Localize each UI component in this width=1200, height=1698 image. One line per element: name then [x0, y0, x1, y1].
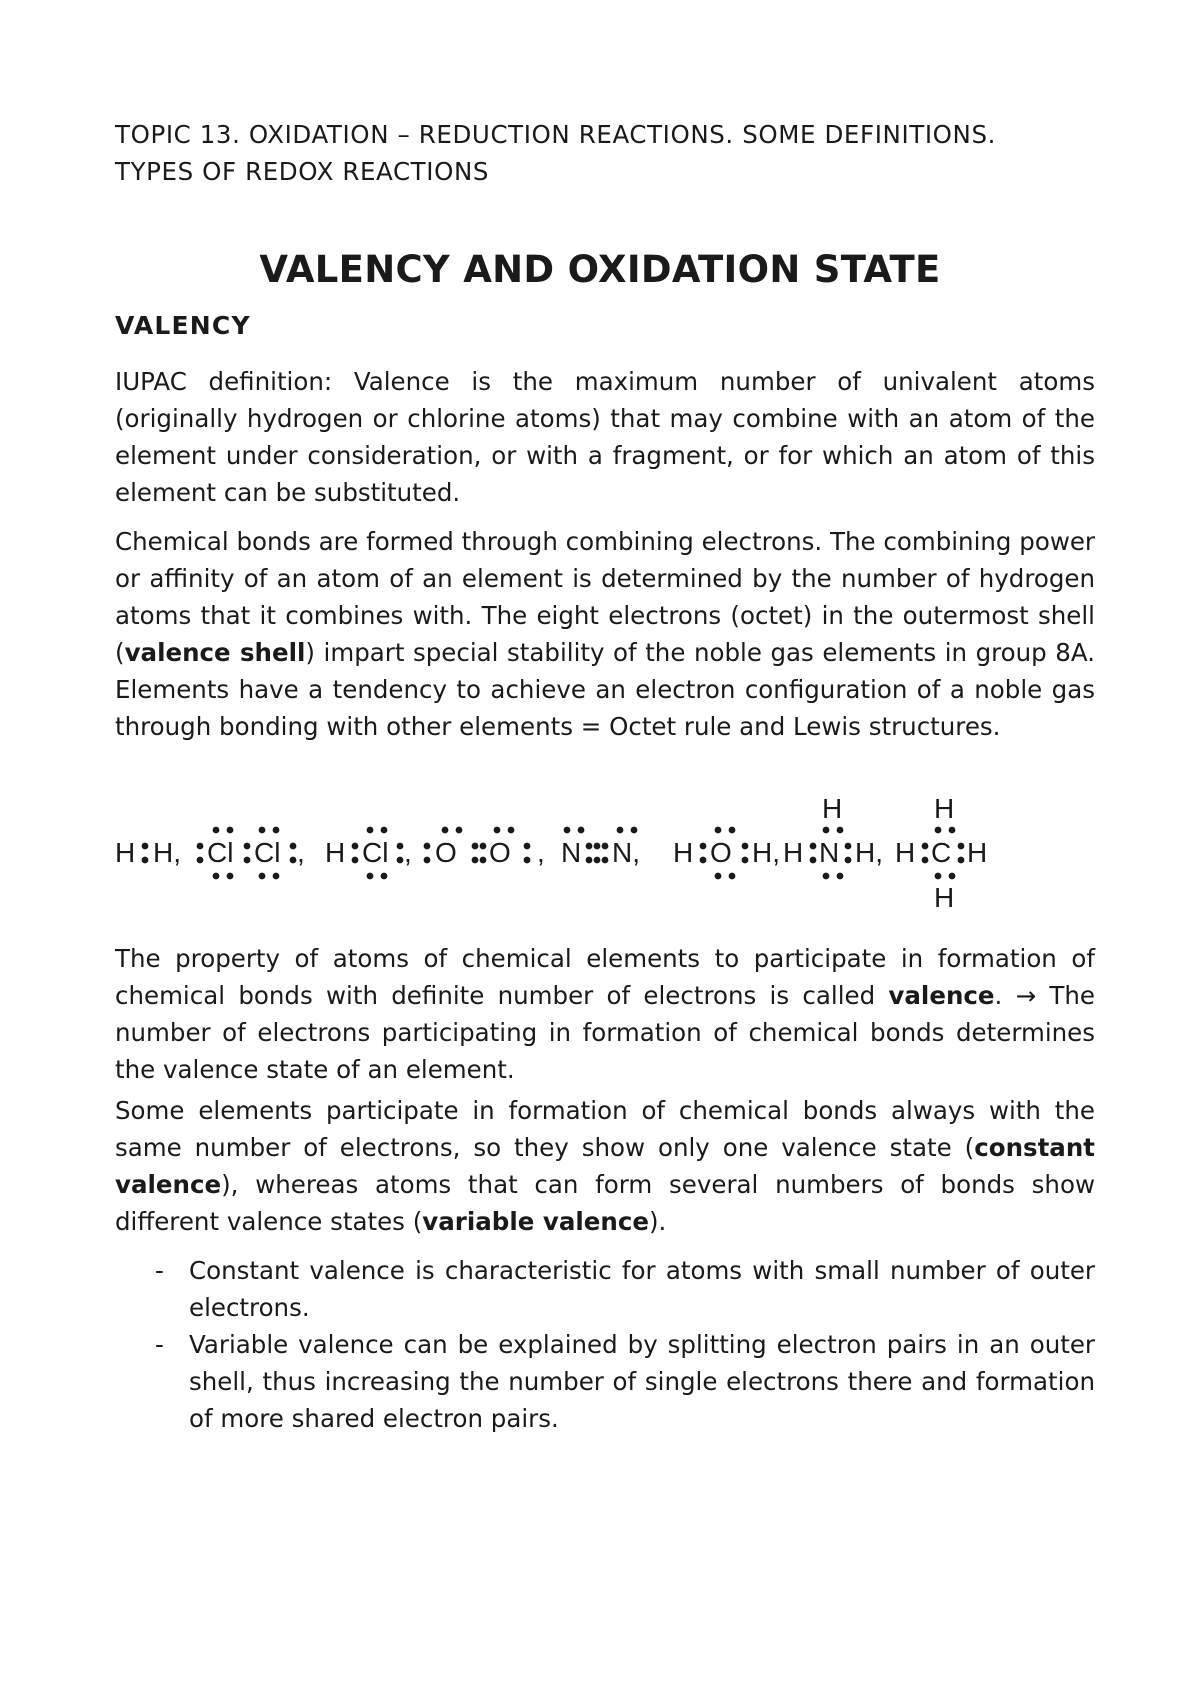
lewis-structures-figure: [115, 790, 1095, 915]
text-span: . → The number of electrons participating in formation of chemical bonds determines the valence state of an element.: [115, 981, 1095, 1084]
lewis-punct: ,: [537, 837, 545, 868]
lewis-atom: N: [561, 837, 582, 868]
topic-heading: [115, 116, 1095, 190]
paragraph-chemical-bonds: [115, 523, 1095, 745]
lewis-o2: [424, 827, 545, 868]
lewis-punct: ,: [297, 837, 305, 868]
lewis-atom: H: [325, 837, 346, 868]
list-item: [115, 1252, 1095, 1326]
lewis-atom: H: [895, 837, 916, 868]
lewis-atom: H: [822, 793, 843, 824]
lewis-atom: H,: [855, 837, 883, 868]
lewis-h2o: [673, 827, 780, 880]
lewis-punct: ,: [404, 837, 412, 868]
paragraph-valence-definition: [115, 940, 1095, 1088]
list-item-text: Variable valence can be explained by splitting electron pairs in an outer shell, thus increasing the number of single electrons there and formation of more shared electron pairs.: [189, 1330, 1095, 1433]
lewis-atom: H,: [153, 837, 181, 868]
lewis-atom: Cl: [362, 837, 389, 868]
section-title-valency: VALENCY: [115, 311, 251, 340]
topic-line-2: TYPES OF REDOX REACTIONS: [115, 157, 490, 186]
text-span: The property of atoms of chemical elements to participate in formation of chemical bonds with definite number of electrons is called: [115, 944, 1095, 1010]
lewis-atom: O: [710, 837, 732, 868]
bold-term-variable-valence: variable valence: [422, 1207, 649, 1236]
lewis-hcl: [325, 827, 412, 880]
lewis-atom: H: [934, 882, 955, 913]
lewis-nh3: [783, 793, 883, 879]
lewis-h2: [115, 837, 181, 868]
lewis-atom: Cl: [207, 837, 234, 868]
main-title: VALENCY AND OXIDATION STATE: [259, 248, 941, 291]
text-span: Some elements participate in formation of chemical bonds always with the same number of electrons, so they show only one valence state (: [115, 1096, 1095, 1162]
bold-term-constant-valence: constant valence: [115, 1133, 1095, 1199]
lewis-atom: C: [931, 837, 952, 868]
paragraph-iupac-definition: IUPAC definition: Valence is the maximum number of univalent atoms (originally hydrogen or chlorine atoms) that may combine with an atom of the element under consideration, or with a fragment, or for which an atom of this element can be substituted.: [115, 367, 1095, 507]
lewis-cl2: [197, 827, 305, 880]
lewis-atom: Cl: [254, 837, 281, 868]
bold-term-valence: valence: [888, 981, 995, 1010]
list-item-text: Constant valence is characteristic for atoms with small number of outer electrons.: [189, 1256, 1095, 1322]
lewis-atom: H: [967, 837, 988, 868]
lewis-atom: H: [934, 793, 955, 824]
text-span: Chemical bonds are formed through combining electrons. The combining power or affinity of an atom of an element is determined by the number of hydrogen atoms that it combines with. The eight electrons (octet) in the outermost shell (: [115, 527, 1095, 667]
lewis-structures-row: [115, 790, 1095, 915]
list-item: [115, 1326, 1095, 1437]
bullet-dash: -: [155, 1330, 164, 1359]
text-span: ).: [648, 1207, 667, 1236]
bullet-list: [115, 1252, 1095, 1437]
text-span: ) impart special stability of the noble gas elements in group 8A. Elements have a tendency to achieve an electron configuration of a noble gas through bonding with other elements = Octet rule and Lewis structures.: [115, 638, 1095, 741]
lewis-atom: N: [819, 837, 840, 868]
lewis-atom: H: [673, 837, 694, 868]
topic-line-1: TOPIC 13. OXIDATION – REDUCTION REACTIONS. SOME DEFINITIONS.: [115, 120, 997, 149]
paragraph-constant-variable: [115, 1092, 1095, 1240]
bullet-dash: -: [155, 1256, 164, 1285]
text-span: ), whereas atoms that can form several numbers of bonds show different valence states (: [115, 1170, 1095, 1236]
lewis-ch4: [895, 793, 987, 913]
lewis-atom: H,: [752, 837, 780, 868]
lewis-atom: O: [435, 837, 457, 868]
bold-term-valence-shell: valence shell: [124, 638, 306, 667]
lewis-atom: O: [489, 837, 511, 868]
lewis-n2: [561, 827, 640, 868]
lewis-atom: H: [115, 837, 136, 868]
lewis-atom: H: [783, 837, 804, 868]
lewis-atom: N,: [612, 837, 640, 868]
